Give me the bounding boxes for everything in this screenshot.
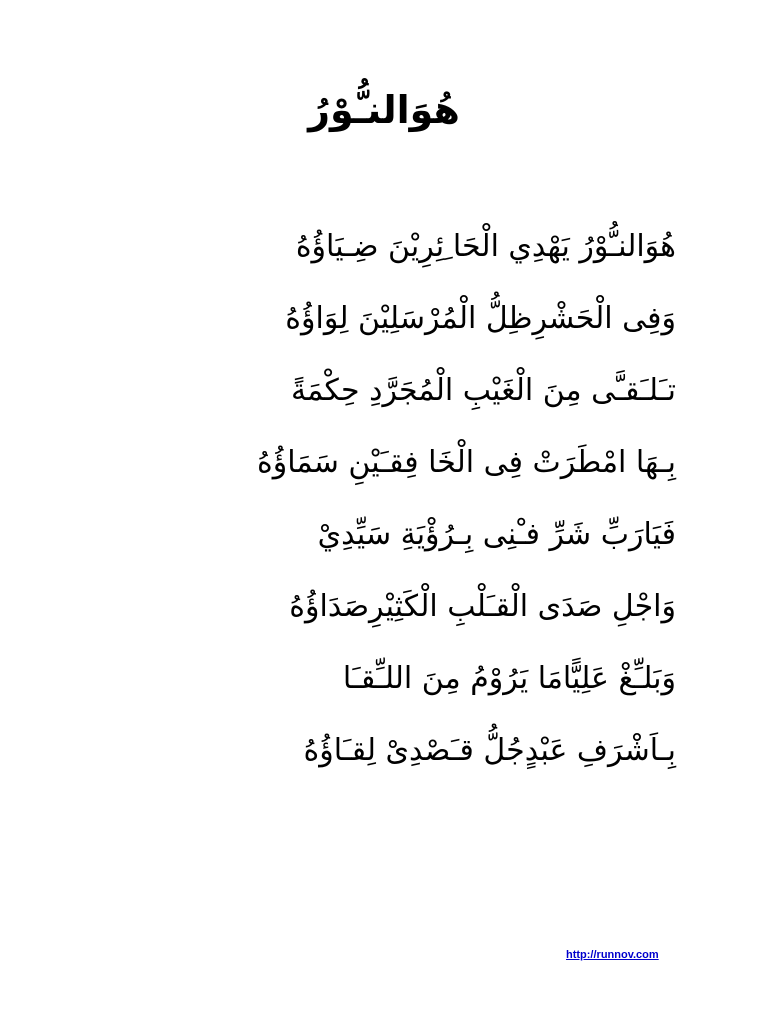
poem-verse-6: وَاجْلِ صَدَى الْقـَلْبِ الْكَثِيْرِصَدَاؤُهُ xyxy=(289,589,676,624)
poem-verse-8: بِـاَشْرَفِ عَبْدٍجُلُّ قـَصْدِىْ لِقـَاؤُهُ xyxy=(303,733,676,768)
poem-verse-4: بِـهَا امْطَرَتْ فِى الْخَا فِقـَيْنِ سَمَاؤُهُ xyxy=(257,445,676,480)
poem-title: هُوَالنـُّوْرُ xyxy=(308,88,460,132)
poem-verse-2: وَفِى الْحَشْرِظِلُّ الْمُرْسَلِيْنَ لِوَاؤُهُ xyxy=(285,301,676,336)
poem-verse-3: تـَلـَقـَّى مِنَ الْغَيْبِ الْمُجَرَّدِ حِكْمَةً xyxy=(291,373,676,408)
poem-body xyxy=(116,230,676,806)
poem-verse-5: فَيَارَبِّ شَرِّ فـْنِى بِـرُؤْيَةِ سَيِّدِيْ xyxy=(317,517,676,552)
poem-verse-7: وَبَلـِّغْ عَلِيًّامَا يَرُوْمُ مِنَ اللـِّقـَا xyxy=(342,661,676,696)
poem-verse-1: هُوَالنـُّوْرُ يَهْدِي الْحَا ِئِرِيْنَ ضِـيَاؤُهُ xyxy=(295,229,676,264)
footer-website-link[interactable]: http://runnov.com xyxy=(566,949,659,961)
